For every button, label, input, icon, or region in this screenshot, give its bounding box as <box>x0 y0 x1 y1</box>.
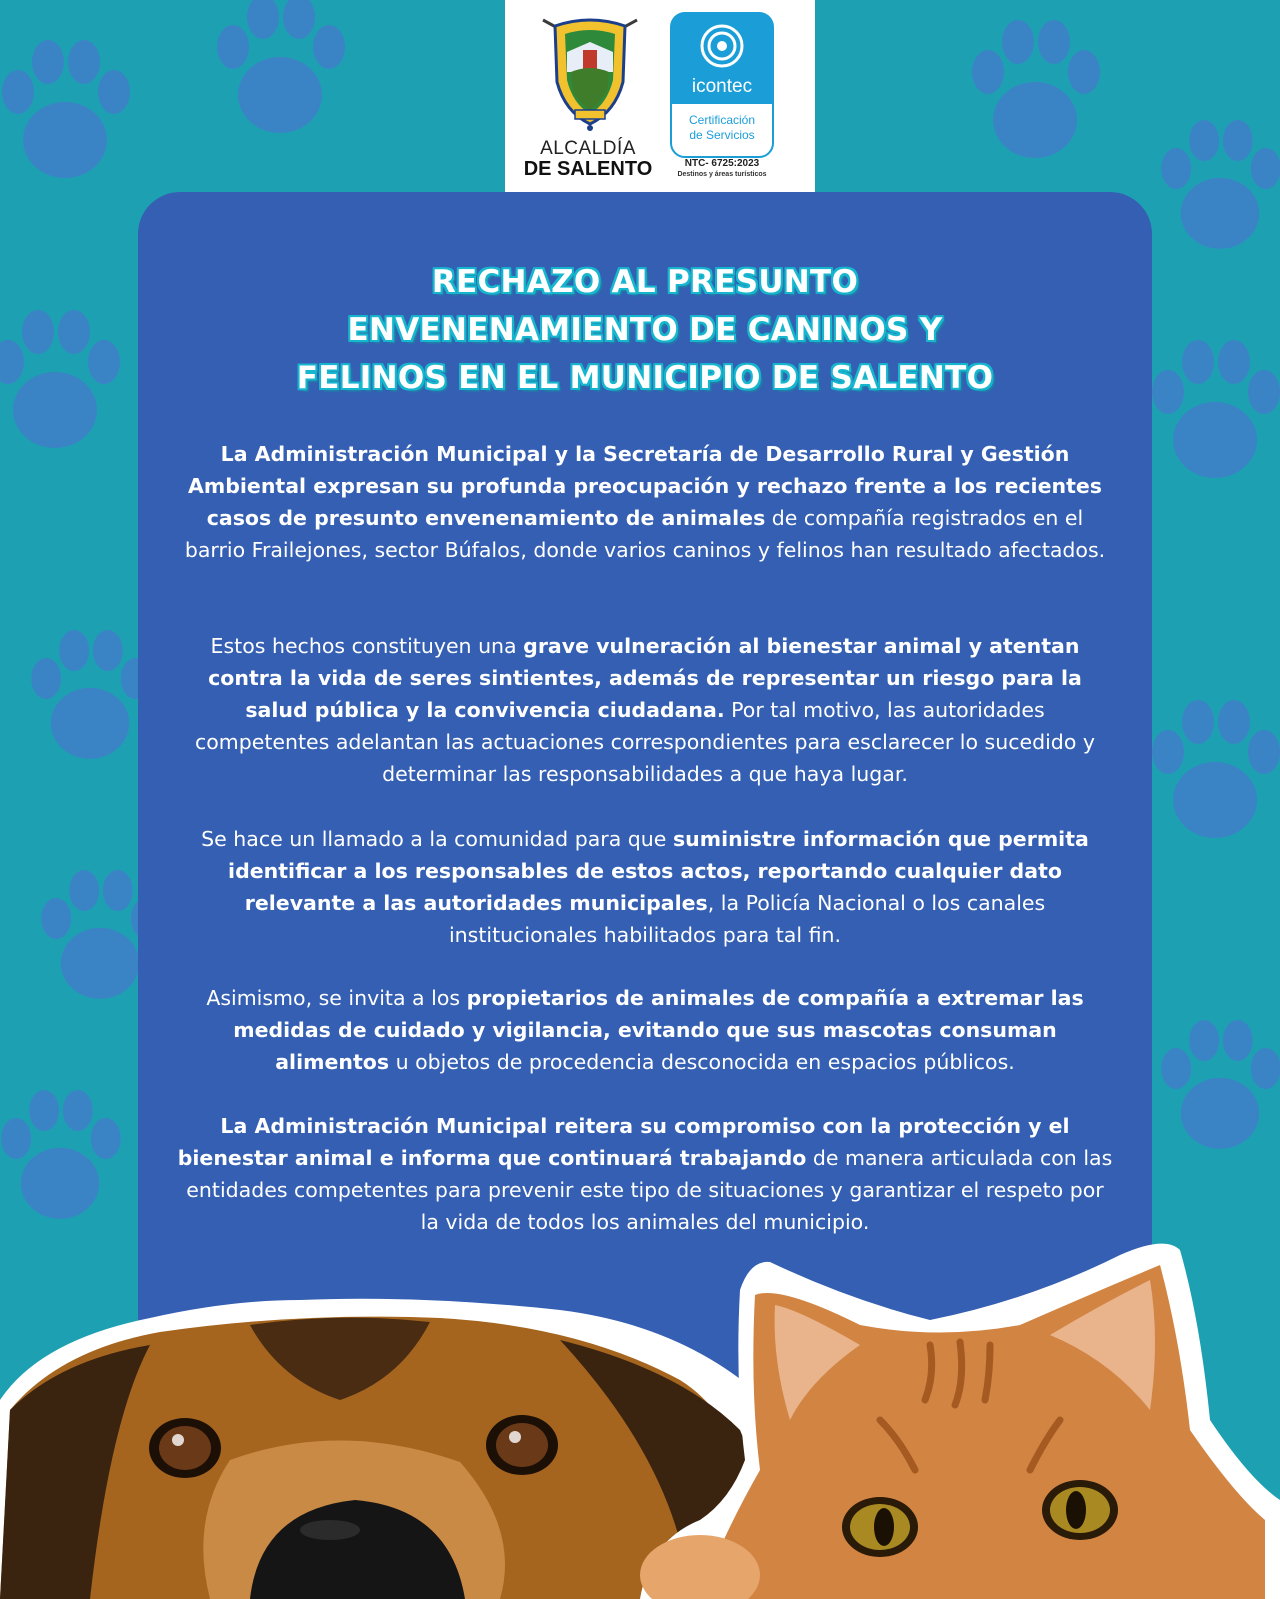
paragraph-4-bold: propietarios de animales de compañía a extremar las medidas de cuidado y vigilancia, evitando que sus mascotas consuman alimentos <box>233 986 1084 1074</box>
paragraph-2-bold: grave vulneración al bienestar animal y atentan contra la vida de seres sintientes, además de representar un riesgo para la salud pública y la convivencia ciudadana. <box>208 634 1082 722</box>
title-line-2: ENVENENAMIENTO DE CANINOS Y <box>347 312 943 348</box>
paragraph-5-text: de manera articulada con las entidades competentes para prevenir este tipo de situaciones y garantizar el respeto por la vida de todos los animales del municipio. <box>186 1146 1113 1234</box>
paragraph-3-text-b: , la Policía Nacional o los canales institucionales habilitados para tal fin. <box>448 891 1046 947</box>
paragraph-4-text-b: u objetos de procedencia desconocida en espacios públicos. <box>389 1050 1015 1074</box>
title-line-1: RECHAZO AL PRESUNTO <box>431 264 859 300</box>
cert-scope: Destinos y áreas turísticos <box>677 171 767 178</box>
paragraph-1-bold: La Administración Municipal y la Secretaría de Desarrollo Rural y Gestión Ambiental expresan su profunda preocupación y rechazo frente a los recientes casos de presunto envenenamiento de animales <box>187 442 1102 530</box>
municipality-name-line1: ALCALDÍA <box>540 138 636 159</box>
municipality-name-line2: DE SALENTO <box>523 158 653 180</box>
paragraph-3-text-a: Se hace un llamado a la comunidad para que <box>201 827 673 851</box>
paragraph-4-text-a: Asimismo, se invita a los <box>206 986 467 1010</box>
title-line-3: FELINOS EN EL MUNICIPIO DE SALENTO <box>296 360 994 396</box>
cert-standard: NTC- 6725:2023 <box>684 158 760 169</box>
cert-line1-text: Certificación <box>688 113 756 127</box>
paragraph-3-bold: suministre información que permita identificar a los responsables de estos actos, reportando cualquier dato relevante a las autoridades municipales <box>228 827 1089 915</box>
paragraph-2-text-b: Por tal motivo, las autoridades competentes adelantan las actuaciones correspondientes para esclarecer lo sucedido y determinar las responsabilidades a que haya lugar. <box>194 698 1096 786</box>
paragraph-1-text: de compañía registrados en el barrio Frailejones, sector Búfalos, donde varios caninos y felinos han resultado afectados. <box>184 506 1106 562</box>
paragraph-5-bold: La Administración Municipal reitera su compromiso con la protección y el bienestar animal e informa que continuará trabajando <box>177 1114 1070 1170</box>
cert-line2-text: de Servicios <box>689 128 755 142</box>
paragraph-2-text-a: Estos hechos constituyen una <box>210 634 524 658</box>
cert-brand-text: icontec <box>691 76 753 97</box>
